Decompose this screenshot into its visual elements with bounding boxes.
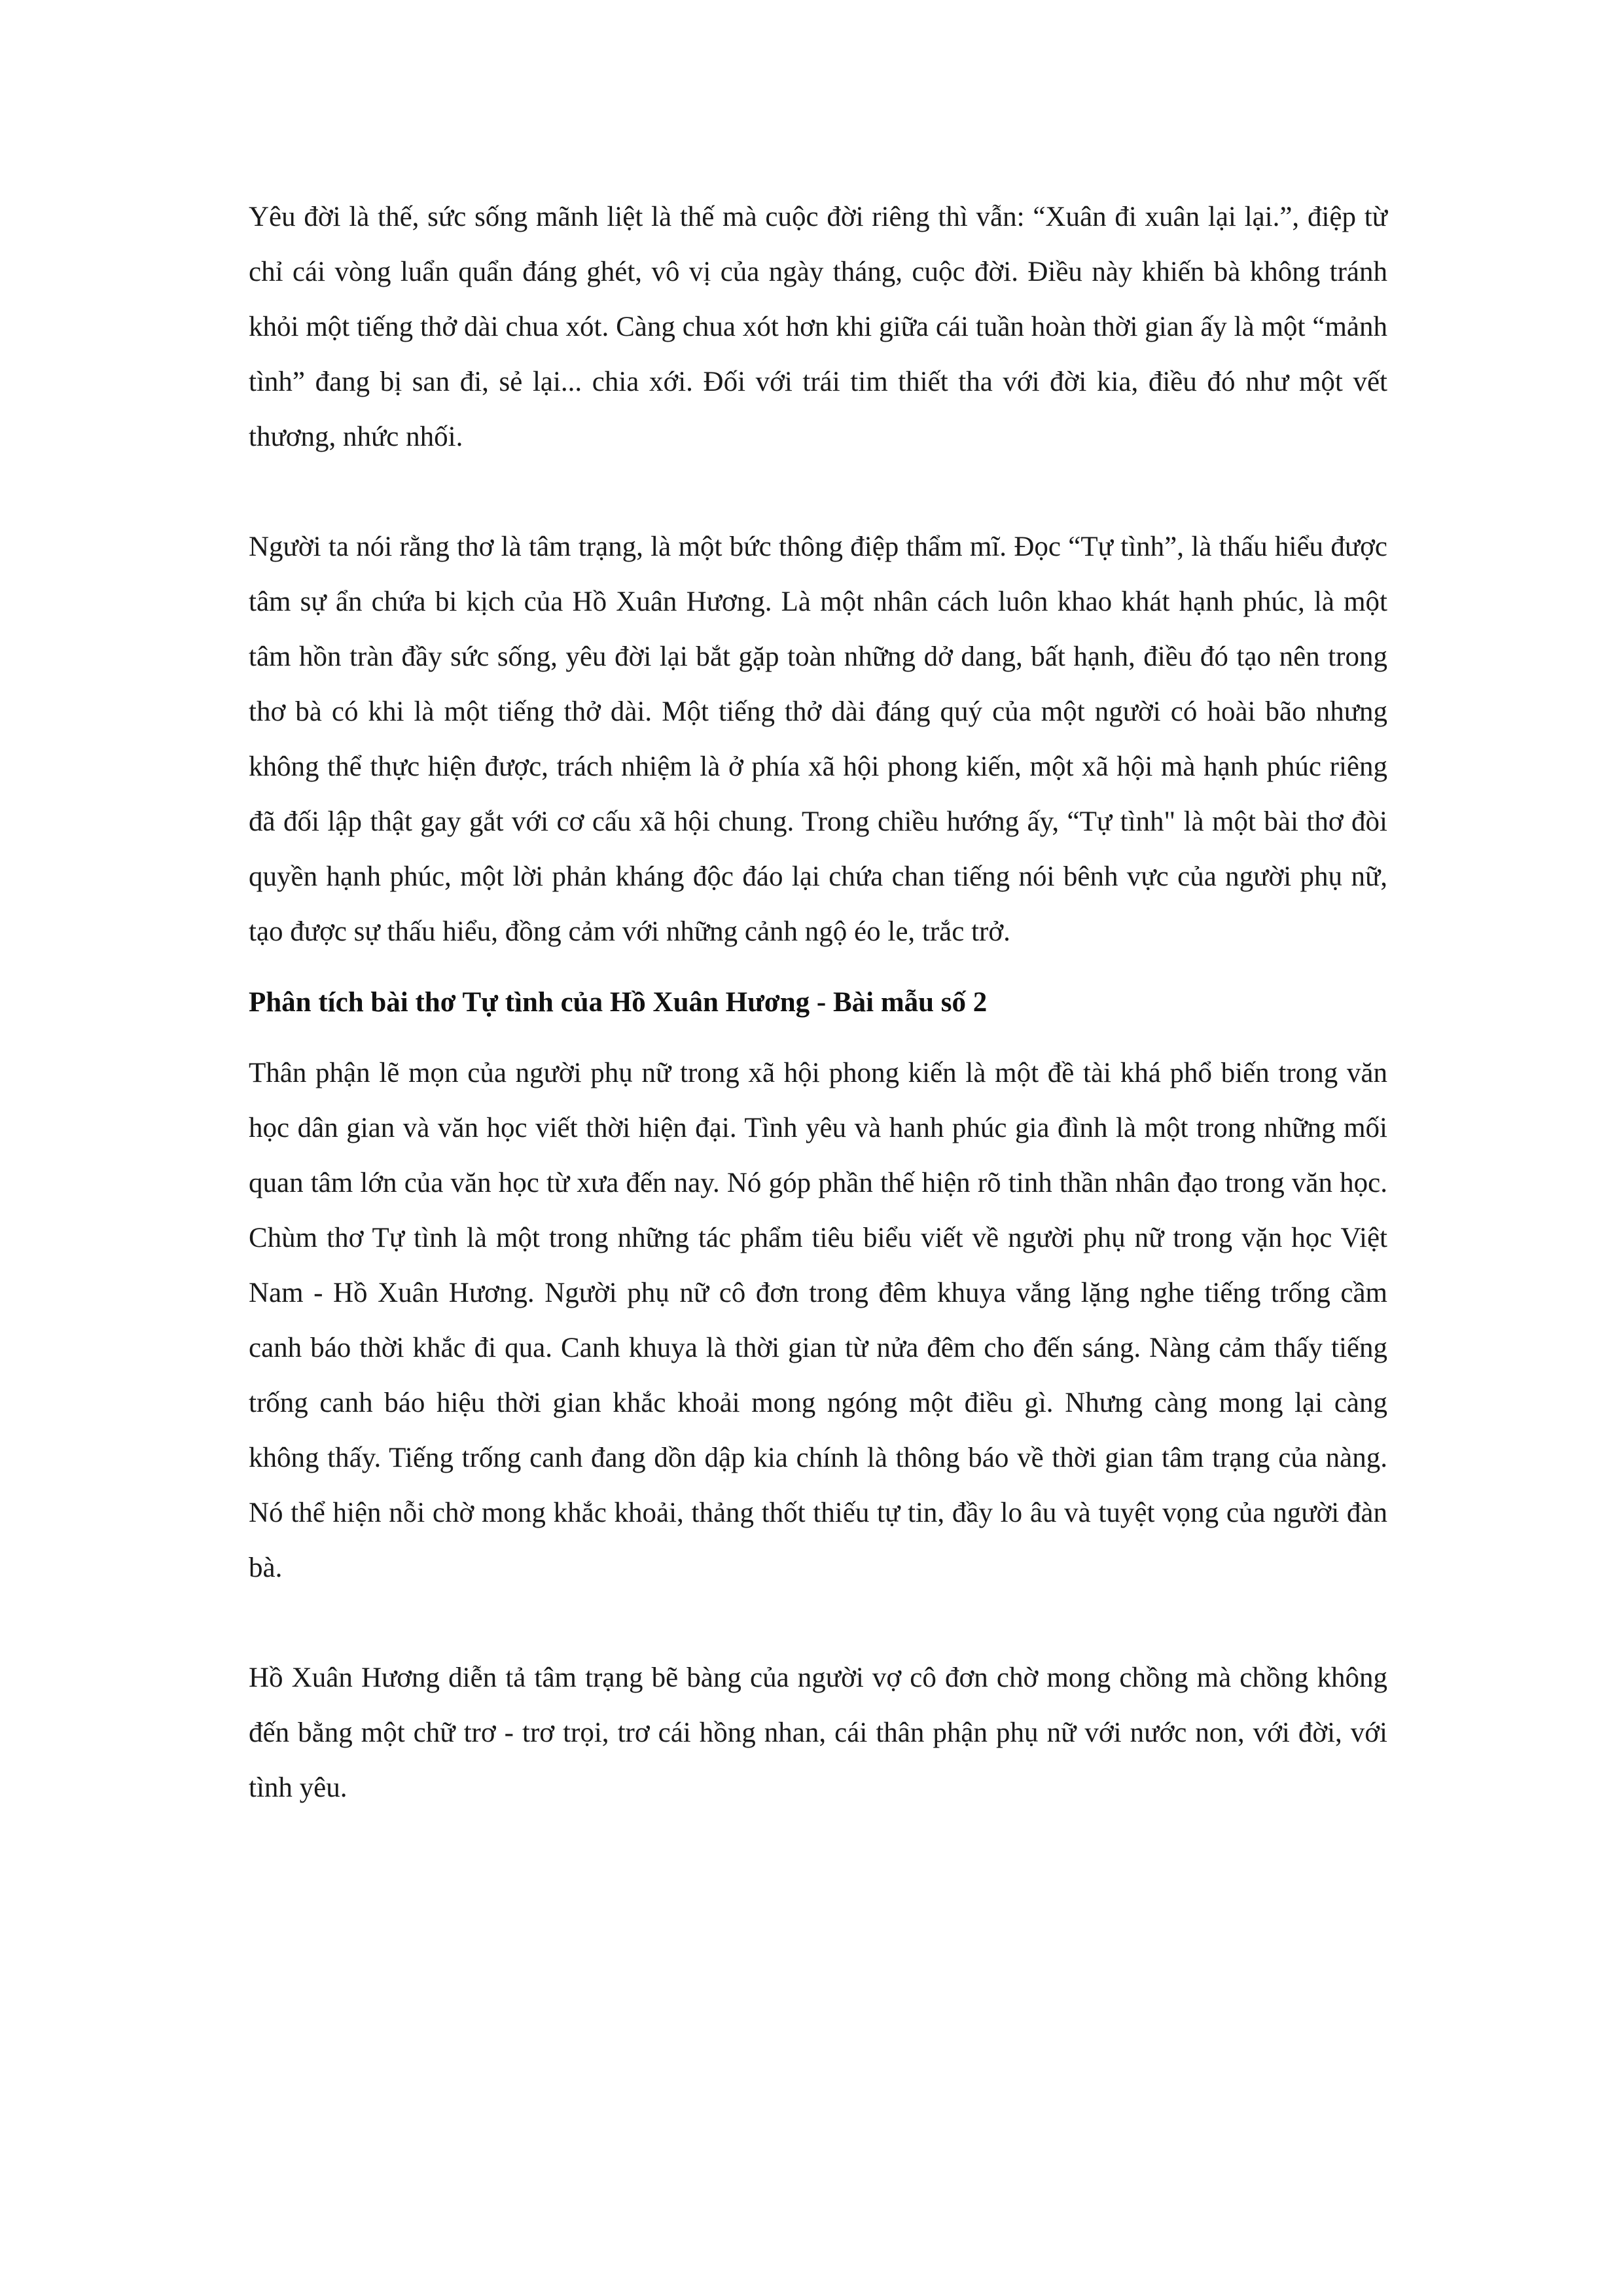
section-heading: Phân tích bài thơ Tự tình của Hồ Xuân Hương - Bài mẫu số 2 [249, 987, 988, 1018]
document-body [249, 190, 1387, 1816]
paragraph-4: Hồ Xuân Hương diễn tả tâm trạng bẽ bàng của người vợ cô đơn chờ mong chồng mà chồng không đến bằng một chữ trơ - trơ trọi, trơ cái hồng nhan, cái thân phận phụ nữ với nước non, với đời, với tình yêu. [249, 1662, 1387, 1803]
paragraph-spacer [249, 465, 1387, 520]
paragraph-spacer [249, 960, 1387, 975]
paragraph-spacer [249, 1030, 1387, 1046]
paragraph-1: Yêu đời là thế, sức sống mãnh liệt là thế mà cuộc đời riêng thì vẫn: “Xuân đi xuân lại lại.”, điệp từ chỉ cái vòng luẩn quẩn đáng ghét, vô vị của ngày tháng, cuộc đời. Điều này khiến bà không tránh khỏi một tiếng thở dài chua xót. Càng chua xót hơn khi giữa cái tuần hoàn thời gian ấy là một “mảnh tình” đang bị san đi, sẻ lại... chia xới. Đối với trái tim thiết tha với đời kia, điều đó như một vết thương, nhức nhối. [249, 202, 1387, 452]
paragraph-spacer [249, 1596, 1387, 1651]
paragraph-2: Người ta nói rằng thơ là tâm trạng, là một bức thông điệp thẩm mĩ. Đọc “Tự tình”, là thấu hiểu được tâm sự ẩn chứa bi kịch của Hồ Xuân Hương. Là một nhân cách luôn khao khát hạnh phúc, là một tâm hồn tràn đầy sức sống, yêu đời lại bắt gặp toàn những dở dang, bất hạnh, điều đó tạo nên trong thơ bà có khi là một tiếng thở dài. Một tiếng thở dài đáng quý của một người có hoài bão nhưng không thể thực hiện được, trách nhiệm là ở phía xã hội phong kiến, một xã hội mà hạnh phúc riêng đã đối lập thật gay gắt với cơ cấu xã hội chung. Trong chiều hướng ấy, “Tự tình" là một bài thơ đòi quyền hạnh phúc, một lời phản kháng độc đáo lại chứa chan tiếng nói bênh vực của người phụ nữ, tạo được sự thấu hiểu, đồng cảm với những cảnh ngộ éo le, trắc trở. [249, 531, 1387, 947]
paragraph-3: Thân phận lẽ mọn của người phụ nữ trong xã hội phong kiến là một đề tài khá phổ biến trong văn học dân gian và văn học viết thời hiện đại. Tình yêu và hanh phúc gia đình là một trong những mối quan tâm lớn của văn học từ xưa đến nay. Nó góp phần thế hiện rõ tinh thần nhân đạo trong văn học. Chùm thơ Tự tình là một trong những tác phẩm tiêu biểu viết về người phụ nữ trong vặn học Việt Nam - Hồ Xuân Hương. Người phụ nữ cô đơn trong đêm khuya vắng lặng nghe tiếng trống cầm canh báo thời khắc đi qua. Canh khuya là thời gian từ nửa đêm cho đến sáng. Nàng cảm thấy tiếng trống canh báo hiệu thời gian khắc khoải mong ngóng một điều gì. Nhưng càng mong lại càng không thấy. Tiếng trống canh đang dồn dập kia chính là thông báo về thời gian tâm trạng của nàng. Nó thể hiện nỗi chờ mong khắc khoải, thảng thốt thiếu tự tin, đầy lo âu và tuyệt vọng của người đàn bà. [249, 1058, 1387, 1583]
